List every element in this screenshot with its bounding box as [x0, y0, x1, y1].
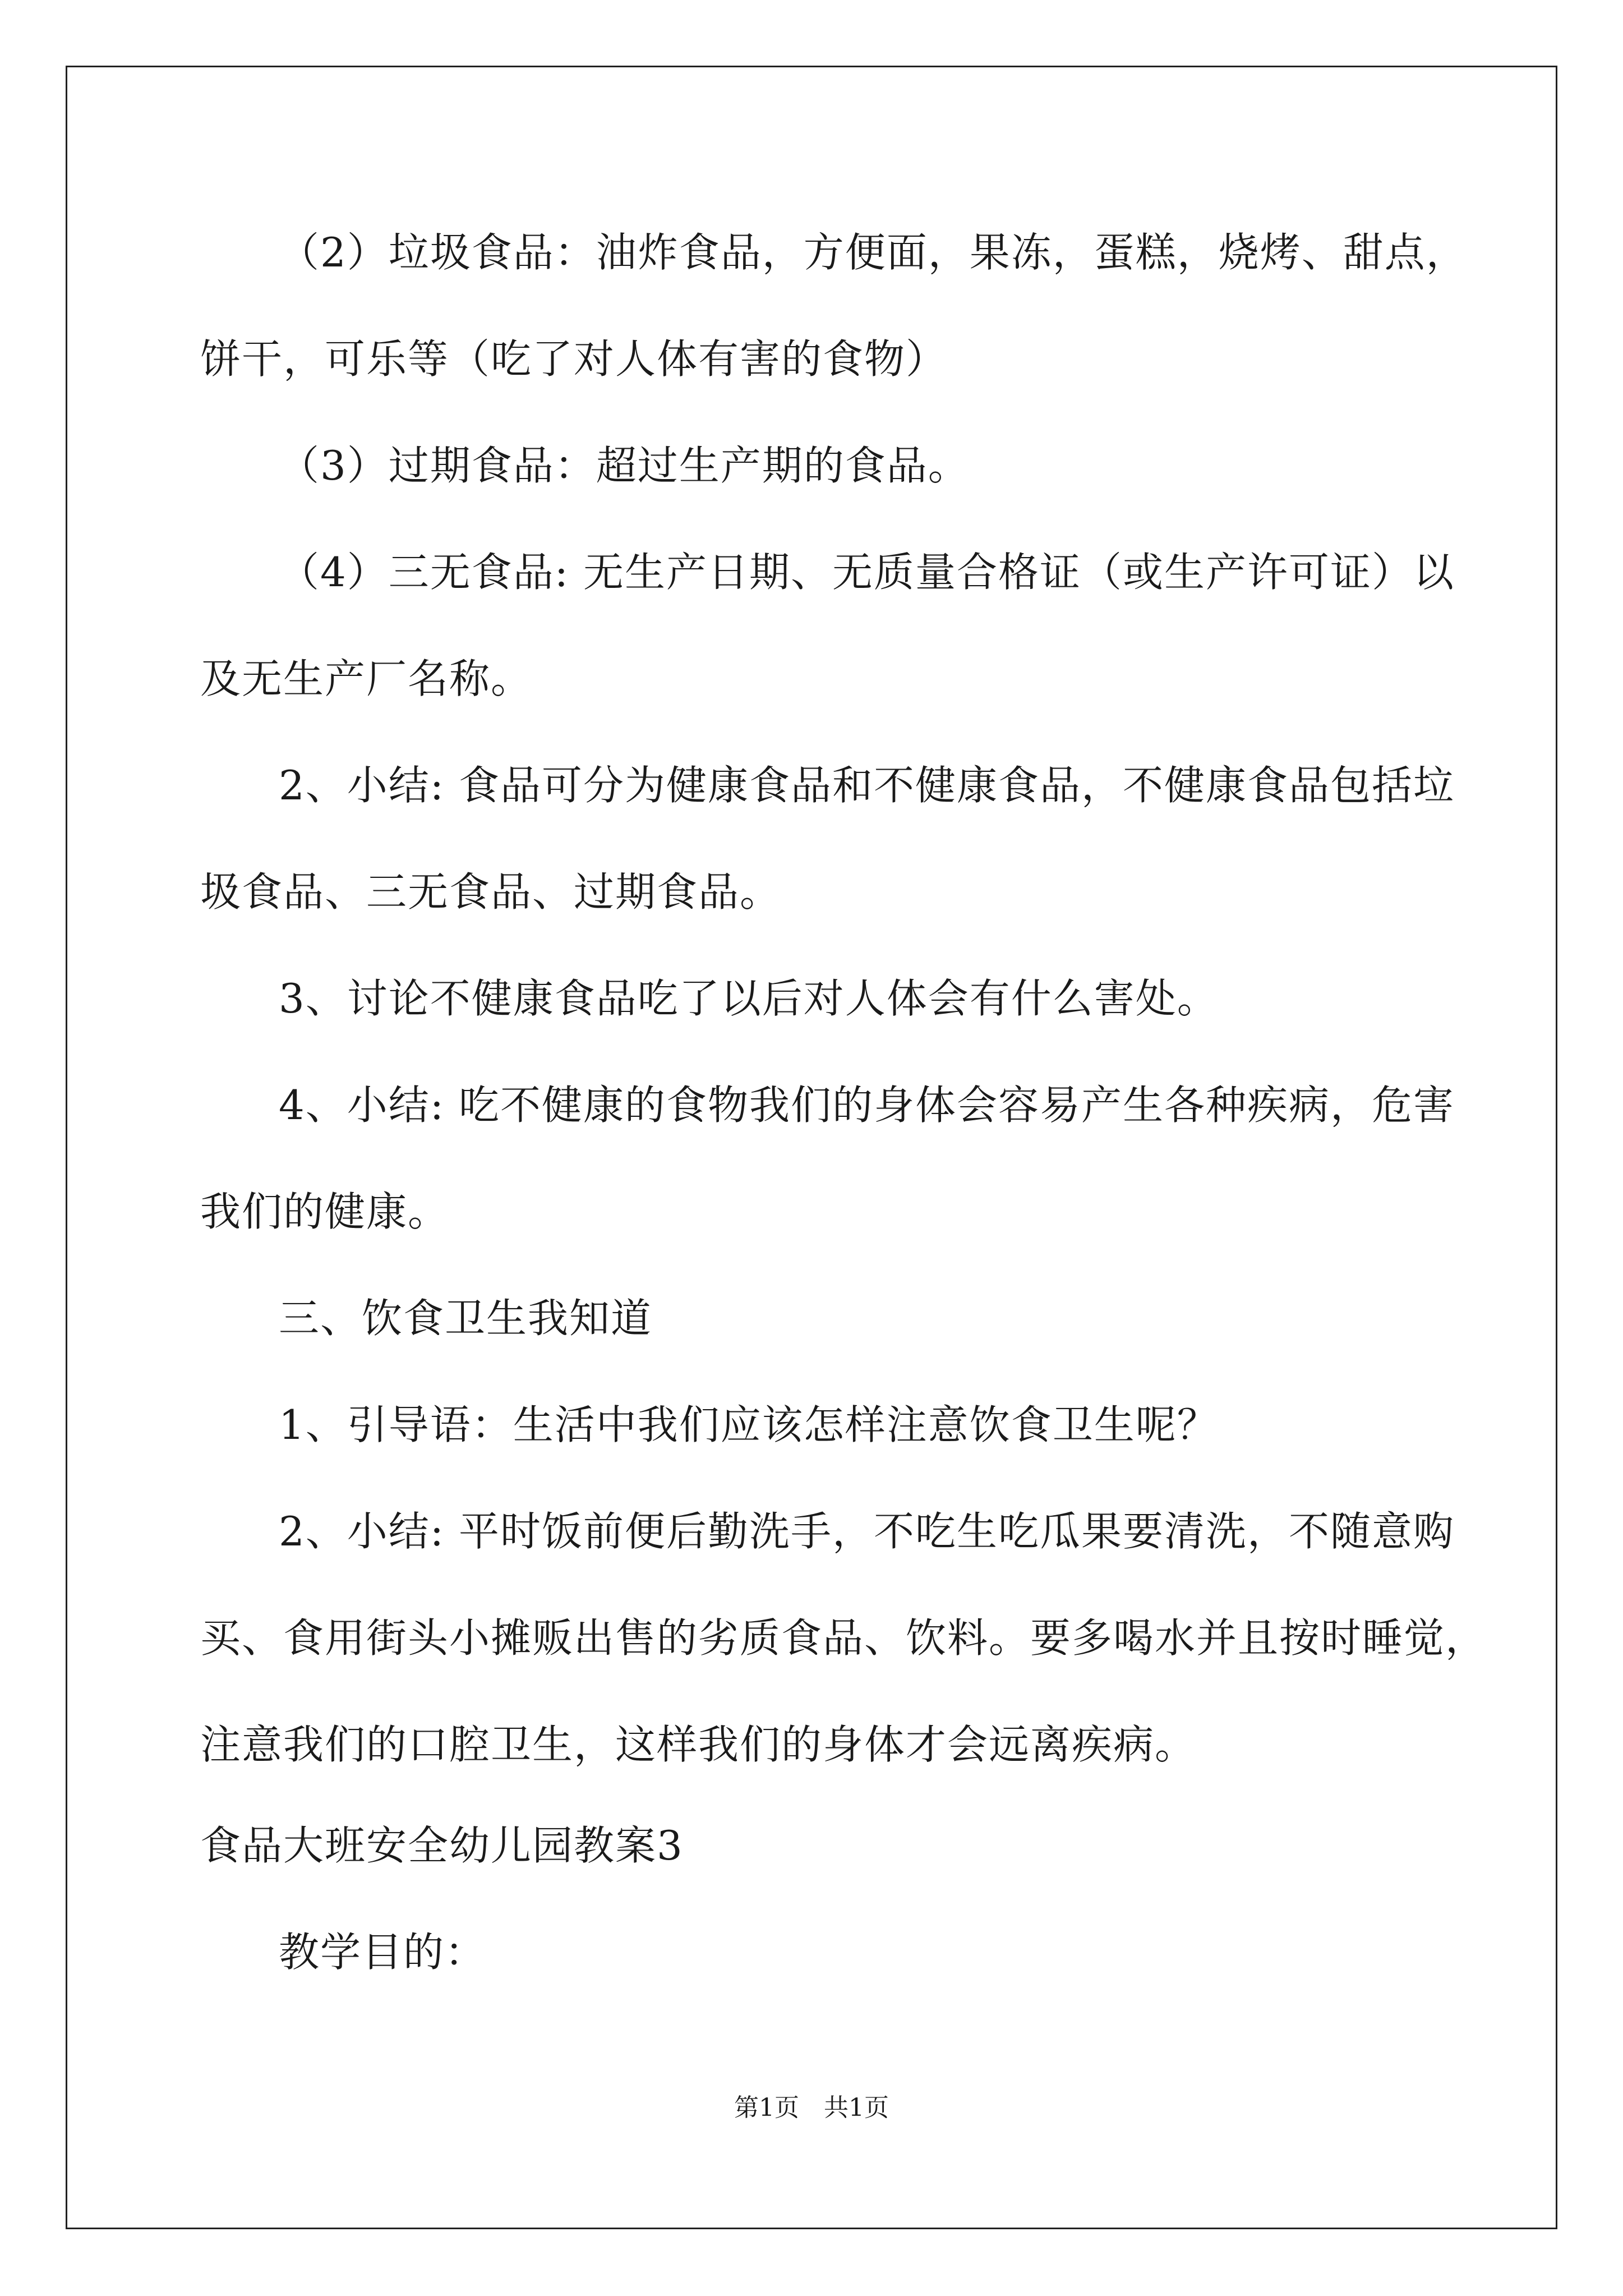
paragraph-line: （4）三无食品: 无生产日期、无质量合格证（或生产许可证）以: [279, 549, 1455, 596]
section-heading: 三、饮食卫生我知道: [279, 1295, 653, 1342]
paragraph-line: 3、讨论不健康食品吃了以后对人体会有什么害处。: [279, 975, 1219, 1022]
paragraph-line: 圾食品、三无食品、过期食品。: [200, 868, 782, 915]
paragraph-line: 买、食用街头小摊贩出售的劣质食品、饮料。要多喝水并且按时睡觉，: [200, 1614, 1487, 1662]
paragraph-line: 2、小结: 平时饭前便后勤洗手，不吃生吃瓜果要清洗，不随意购: [279, 1508, 1455, 1555]
paragraph-line: 1、引导语：生活中我们应该怎样注意饮食卫生呢？: [279, 1401, 1219, 1448]
paragraph-line: 4、小结: 吃不健康的食物我们的身体会容易产生各种疾病，危害: [279, 1082, 1455, 1129]
page-border: [66, 66, 1557, 2229]
paragraph-line: 2、小结: 食品可分为健康食品和不健康食品，不健康食品包括垃: [279, 762, 1455, 809]
paragraph-line: （2）垃圾食品：油炸食品，方便面，果冻，蛋糕，烧烤、甜点，: [279, 229, 1468, 276]
paragraph-line: （3）过期食品：超过生产期的食品。: [279, 442, 970, 489]
subheading: 教学目的：: [279, 1929, 487, 1976]
page-number-footer: 第1页 共1页: [734, 2093, 889, 2122]
document-title: 食品大班安全幼儿园教案3: [200, 1822, 684, 1869]
paragraph-line: 我们的健康。: [200, 1188, 450, 1235]
paragraph-line: 注意我们的口腔卫生，这样我们的身体才会远离疾病。: [200, 1721, 1197, 1768]
paragraph-line: 饼干，可乐等（吃了对人体有害的食物）: [200, 335, 948, 383]
paragraph-line: 及无生产厂名称。: [200, 655, 533, 702]
